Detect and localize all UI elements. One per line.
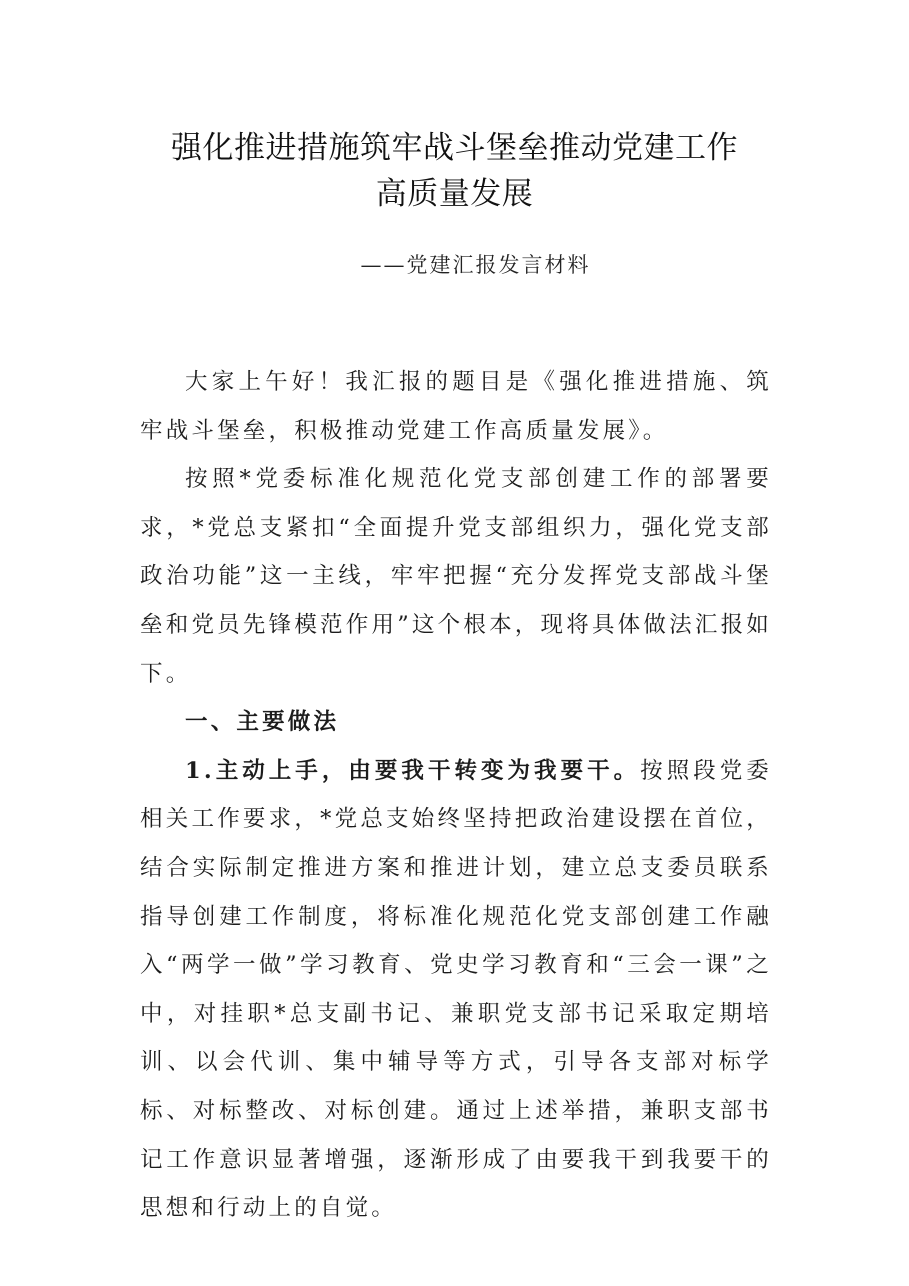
document-body	[140, 358, 772, 1233]
document-title-line1: 强化推进措施筑牢战斗堡垒推动党建工作	[171, 130, 738, 166]
paragraph-point-1	[140, 747, 772, 1233]
paragraph-greeting: 大家上午好！我汇报的题目是《强化推进措施、筑牢战斗堡垒，积极推动党建工作高质量发展》。	[140, 369, 772, 444]
paragraph-intro: 按照*党委标准化规范化党支部创建工作的部署要求，*党总支紧扣“全面提升党支部组织力，强化党支部政治功能”这一主线，牢牢把握“充分发挥党支部战斗堡垒和党员先锋模范作用”这个根本，现将具体做法汇报如下。	[140, 466, 772, 687]
document-title-line2: 高质量发展	[375, 176, 534, 212]
section-heading-main-practices: 一、主要做法	[185, 709, 340, 736]
point-1-lead: 1.主动上手，由要我干转变为我要干。	[185, 757, 641, 784]
point-1-body: 按照段党委相关工作要求，*党总支始终坚持把政治建设摆在首位，结合实际制定推进方案和推进计划，建立总支委员联系指导创建工作制度，将标准化规范化党支部创建工作融入“两学一做”学习教育、党史学习教育和“三会一课”之中，对挂职*总支副书记、兼职党支部书记采取定期培训、以会代训、集中辅导等方式，引导各支部对标学标、对标整改、对标创建。通过上述举措，兼职支部书记工作意识显著增强，逐渐形成了由要我干到我要干的思想和行动上的自觉。	[140, 757, 772, 1222]
document-subtitle: ——党建汇报发言材料	[360, 253, 591, 277]
